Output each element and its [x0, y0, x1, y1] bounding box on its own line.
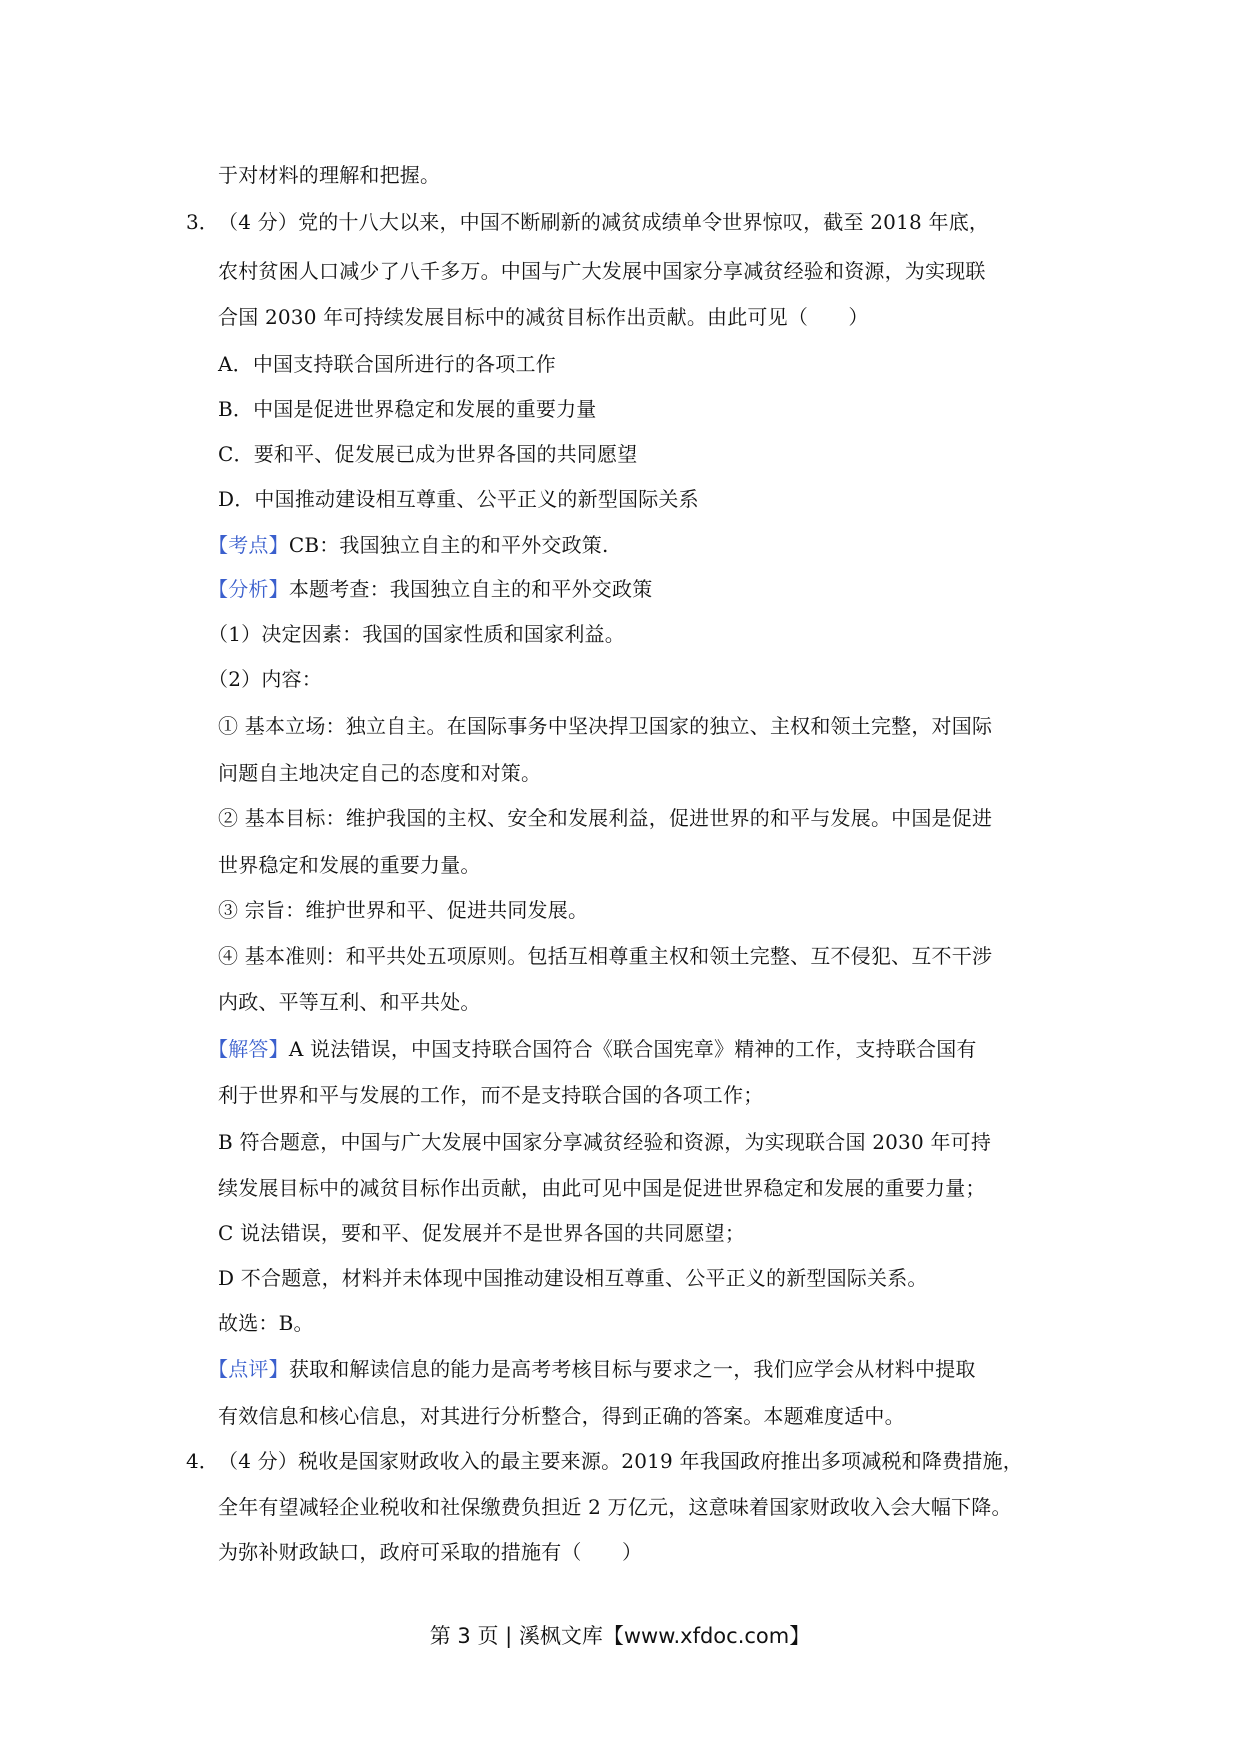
dianping-text: 获取和解读信息的能力是高考考核目标与要求之一，我们应学会从材料中提取: [288, 1357, 976, 1381]
question-number: 4．: [186, 1449, 219, 1473]
kaodian-line: [208, 533, 609, 557]
question-stem-line: 合国 2030 年可持续发展目标中的减贫目标作出贡献。由此可见（ ）: [218, 305, 869, 329]
analysis-line: ② 基本目标：维护我国的主权、安全和发展利益，促进世界的和平与发展。中国是促进: [218, 806, 993, 830]
question-stem-line: （4 分）党的十八大以来，中国不断刷新的减贫成绩单令世界惊叹，截至 2018 年底，: [218, 210, 990, 234]
option-a: A．中国支持联合国所进行的各项工作: [218, 352, 556, 376]
answer-line: 续发展目标中的减贫目标作出贡献，由此可见中国是促进世界稳定和发展的重要力量；: [218, 1176, 986, 1200]
analysis-line: 问题自主地决定自己的态度和对策。: [218, 761, 542, 785]
analysis-line: ④ 基本准则：和平共处五项原则。包括互相尊重主权和领土完整、互不侵犯、互不干涉: [218, 944, 993, 968]
fenxi-tag: 【分析】: [208, 577, 289, 601]
answer-line: C 说法错误，要和平、促发展并不是世界各国的共同愿望；: [218, 1221, 746, 1245]
kaodian-text: CB：我国独立自主的和平外交政策.: [288, 533, 609, 557]
question-stem-line: 为弥补财政缺口，政府可采取的措施有（ ）: [218, 1540, 643, 1564]
question-stem-line: 农村贫困人口减少了八千多万。中国与广大发展中国家分享减贫经验和资源，为实现联: [218, 259, 986, 283]
comment-line: 有效信息和核心信息，对其进行分析整合，得到正确的答案。本题难度适中。: [218, 1404, 905, 1428]
fenxi-line: [208, 577, 652, 601]
dianping-line: [208, 1357, 976, 1381]
analysis-line: 内政、平等互利、和平共处。: [218, 990, 481, 1014]
option-d: D．中国推动建设相互尊重、公平正义的新型国际关系: [218, 487, 699, 511]
answer-line: 利于世界和平与发展的工作，而不是支持联合国的各项工作；: [218, 1083, 764, 1107]
answer-line: B 符合题意，中国与广大发展中国家分享减贫经验和资源，为实现联合国 2030 年可持: [218, 1130, 992, 1154]
fenxi-text: 本题考查：我国独立自主的和平外交政策: [288, 577, 653, 601]
question-number: 3．: [186, 210, 219, 234]
jieda-text: A 说法错误，中国支持联合国符合《联合国宪章》精神的工作，支持联合国有: [288, 1037, 977, 1061]
analysis-line: ① 基本立场：独立自主。在国际事务中坚决捍卫国家的独立、主权和领土完整，对国际: [218, 714, 993, 738]
analysis-line: （2）内容：: [208, 667, 322, 691]
page-footer: 第 3 页 | 溪枫文库【www.xfdoc.com】: [429, 1624, 811, 1648]
jieda-tag: 【解答】: [208, 1037, 289, 1061]
question-stem-line: （4 分）税收是国家财政收入的最主要来源。2019 年我国政府推出多项减税和降费措施，: [218, 1449, 1023, 1473]
answer-line: D 不合题意，材料并未体现中国推动建设相互尊重、公平正义的新型国际关系。: [218, 1266, 928, 1290]
analysis-line: 世界稳定和发展的重要力量。: [218, 853, 481, 877]
dianping-tag: 【点评】: [208, 1357, 289, 1381]
jieda-line: [208, 1037, 977, 1061]
answer-line: 故选：B。: [218, 1311, 314, 1335]
option-c: C．要和平、促发展已成为世界各国的共同愿望: [218, 442, 638, 466]
question-stem-line: 全年有望减轻企业税收和社保缴费负担近 2 万亿元，这意味着国家财政收入会大幅下降。: [218, 1495, 1012, 1519]
analysis-line: （1）决定因素：我国的国家性质和国家利益。: [208, 622, 625, 646]
analysis-line: ③ 宗旨：维护世界和平、促进共同发展。: [218, 898, 589, 922]
option-b: B．中国是促进世界稳定和发展的重要力量: [218, 397, 597, 421]
kaodian-tag: 【考点】: [208, 533, 289, 557]
text-line: 于对材料的理解和把握。: [218, 163, 441, 187]
